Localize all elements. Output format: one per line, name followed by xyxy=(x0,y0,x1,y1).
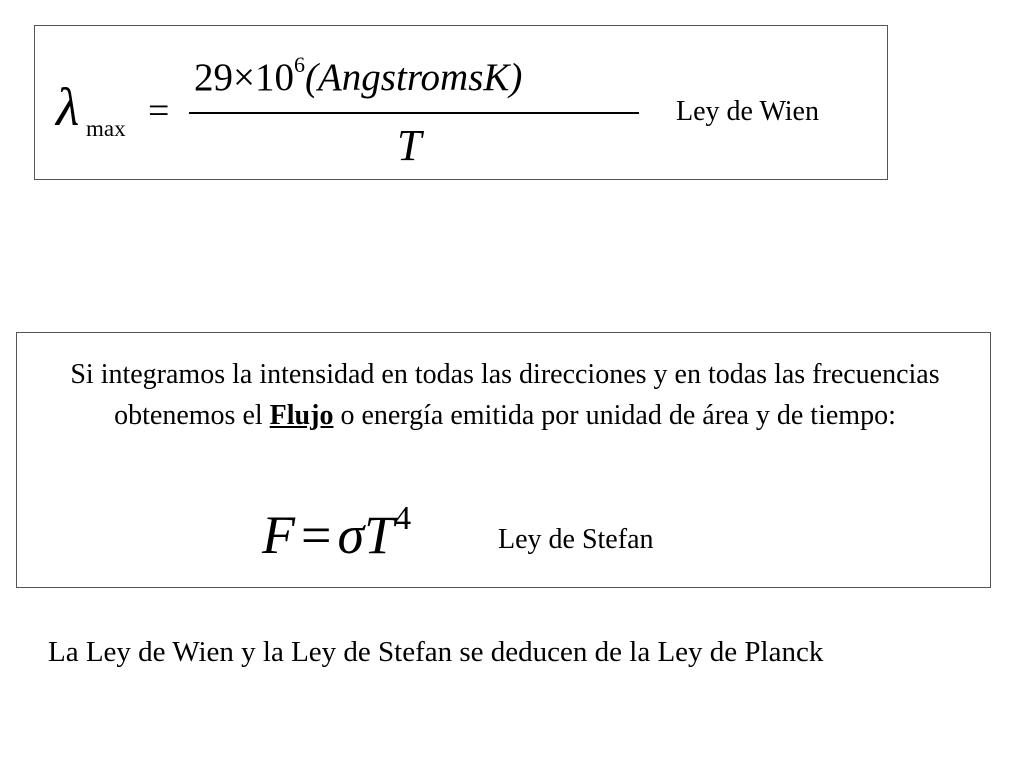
formula-rhs: σT xyxy=(337,505,395,565)
equals-sign: = xyxy=(148,90,170,132)
flux-explanation-paragraph xyxy=(40,354,970,436)
wien-law-label: Ley de Wien xyxy=(676,96,819,127)
numerator-coefficient: 29×10 xyxy=(194,56,294,99)
fraction-bar xyxy=(189,112,639,114)
stefan-formula xyxy=(262,500,412,565)
paragraph-text-part2: o energía emitida por unidad de área y de tiempo: xyxy=(333,400,896,431)
lambda-symbol: λ xyxy=(56,77,80,137)
numerator-units: (AngstromsK) xyxy=(305,56,523,99)
footer-statement: La Ley de Wien y la Ley de Stefan se deducen de la Ley de Planck xyxy=(48,636,824,668)
stefan-law-label: Ley de Stefan xyxy=(498,524,654,555)
flujo-term: Flujo xyxy=(269,400,334,431)
formula-exponent: 4 xyxy=(394,500,412,537)
wien-numerator xyxy=(194,52,523,99)
numerator-exponent: 6 xyxy=(294,52,305,77)
paragraph-text-part1: Si integramos la intensidad en todas las direcciones y en todas las frecuencias obtenemos el xyxy=(70,359,940,431)
wien-denominator: T xyxy=(397,121,422,170)
formula-lhs: F xyxy=(262,505,295,565)
formula-equals: = xyxy=(301,505,332,565)
lambda-subscript: max xyxy=(86,116,126,141)
